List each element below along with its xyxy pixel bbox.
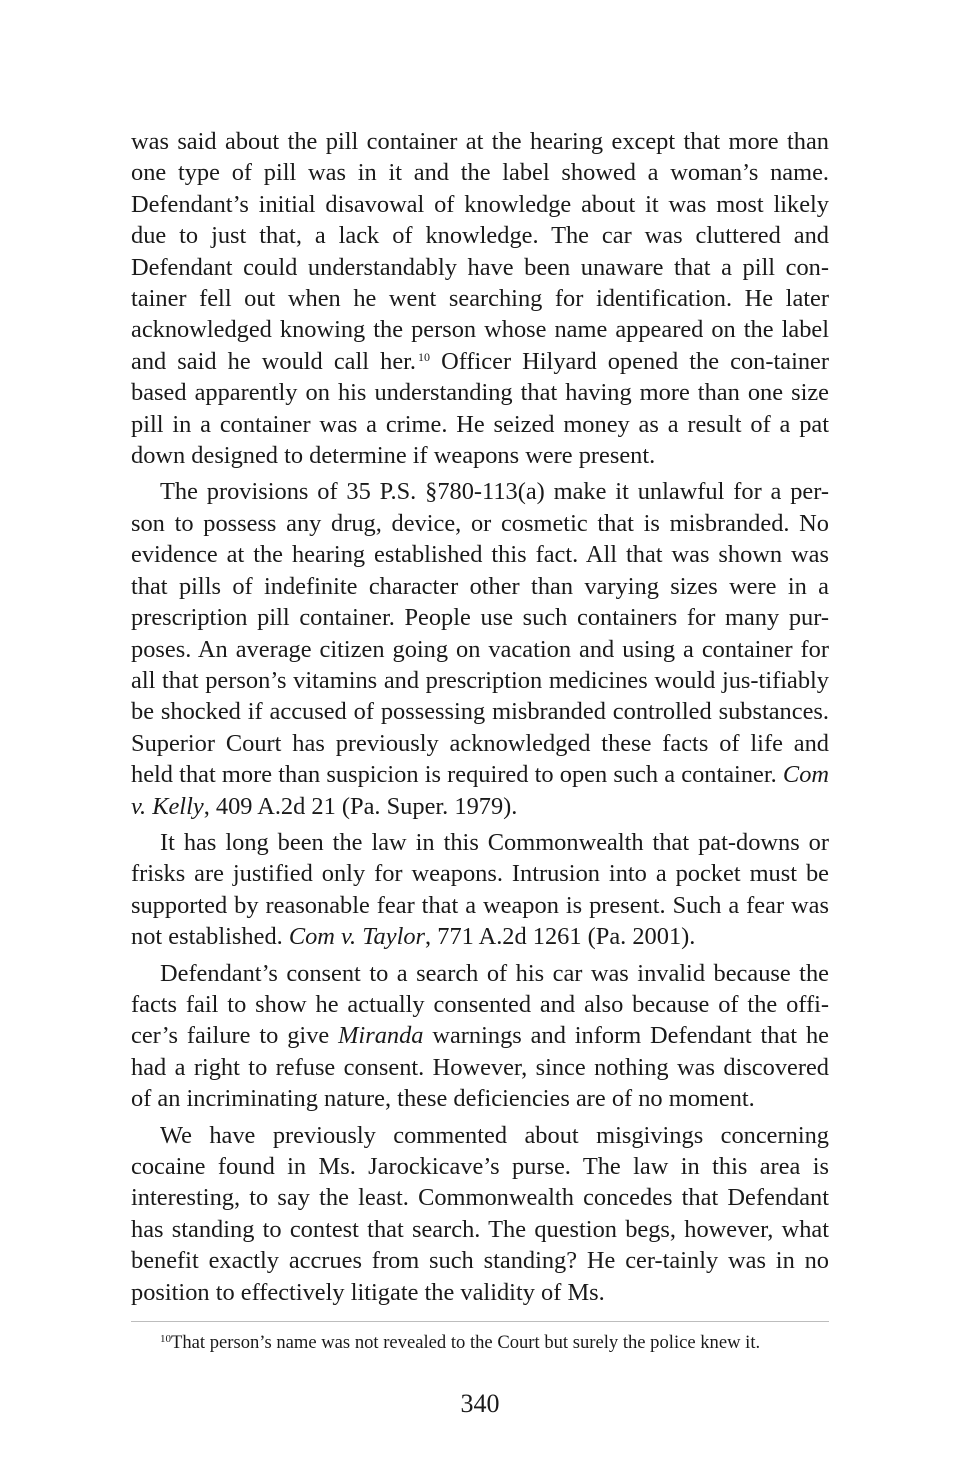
footnote xyxy=(131,1331,829,1355)
paragraph-text: was said about the pill container at the hearing except that more than one type of pill was in it and the label showed a woman’s name. Defendant’s initial disavowal of knowledge about it was most likely due to just that, a lack of knowledge. The car was cluttered and Defendant could understandably have been unaware that a pill con-tainer fell out when he went searching for identification. He later acknowledged knowing the person whose name appeared on the label and said he would call her. xyxy=(131,128,829,375)
paragraph-text: We have previously commented about misgivings concerning cocaine found in Ms. Jarockicave’s purse. The law in this area is interesting, to say the least. Commonwealth concedes that Defendant has standing to contest that search. The question begs, however, what benefit exactly accrues from such standing? He cer-tainly was in no position to effectively litigate the validity of Ms. xyxy=(131,1121,829,1306)
paragraph-text: The provisions of 35 P.S. §780-113(a) make it unlawful for a per-son to possess any drug, device, or cosmetic that is misbranded. No evidence at the hearing established this fact. All that was shown was that pills of indefinite character other than varying sizes were in a prescription pill container. People use such containers for many pur-poses. An average citizen going on vacation and using a container for all that person’s vitamins and prescription medicines would jus-tifiably be shocked if accused of possessing misbranded controlled substances. Superior Court has previously acknowledged these facts of life and held that more than suspicion is required to open such a container. xyxy=(131,478,829,789)
paragraph-2 xyxy=(131,476,829,821)
paragraph-3 xyxy=(131,827,829,953)
paragraph-text: Officer Hilyard opened the con-tainer based apparently on his understanding that having more than one size pill in a container was a crime. He seized money as a result of a pat down designed to determine if weapons were present. xyxy=(131,347,829,470)
footnote-text: That person’s name was not revealed to the Court but surely the police knew it. xyxy=(171,1332,761,1353)
paragraph-text: It has long been the law in this Commonwealth that pat-downs or frisks are justified only for weapons. Intrusion into a pocket must be supported by reasonable fear that a weapon is present. Such a fear was not established. xyxy=(131,828,829,951)
paragraph-1 xyxy=(131,126,829,471)
paragraph-5 xyxy=(131,1120,829,1308)
footnote-divider xyxy=(131,1321,829,1322)
paragraph-4 xyxy=(131,958,829,1115)
case-citation: Com v. Taylor xyxy=(288,923,426,951)
footnote-marker: 10 xyxy=(160,1333,171,1345)
paragraph-text: Defendant’s consent to a search of his car was invalid because the facts fail to show he actually consented and also because of the offi-cer’s failure to give xyxy=(131,959,829,1050)
italic-term: Miranda xyxy=(338,1022,424,1050)
paragraph-text: warnings and inform Defendant that he had a right to refuse consent. However, since nothing was discovered of an incriminating nature, these deficiencies are of no moment. xyxy=(131,1022,829,1113)
paragraph-text: , 771 A.2d 1261 (Pa. 2001). xyxy=(425,923,696,951)
paragraph-text: , 409 A.2d 21 (Pa. Super. 1979). xyxy=(203,792,518,820)
footnote-reference[interactable]: 10 xyxy=(418,349,431,364)
case-citation: Com v. Kelly xyxy=(131,761,829,820)
page-number: 340 xyxy=(460,1389,500,1418)
document-body xyxy=(131,126,829,1313)
